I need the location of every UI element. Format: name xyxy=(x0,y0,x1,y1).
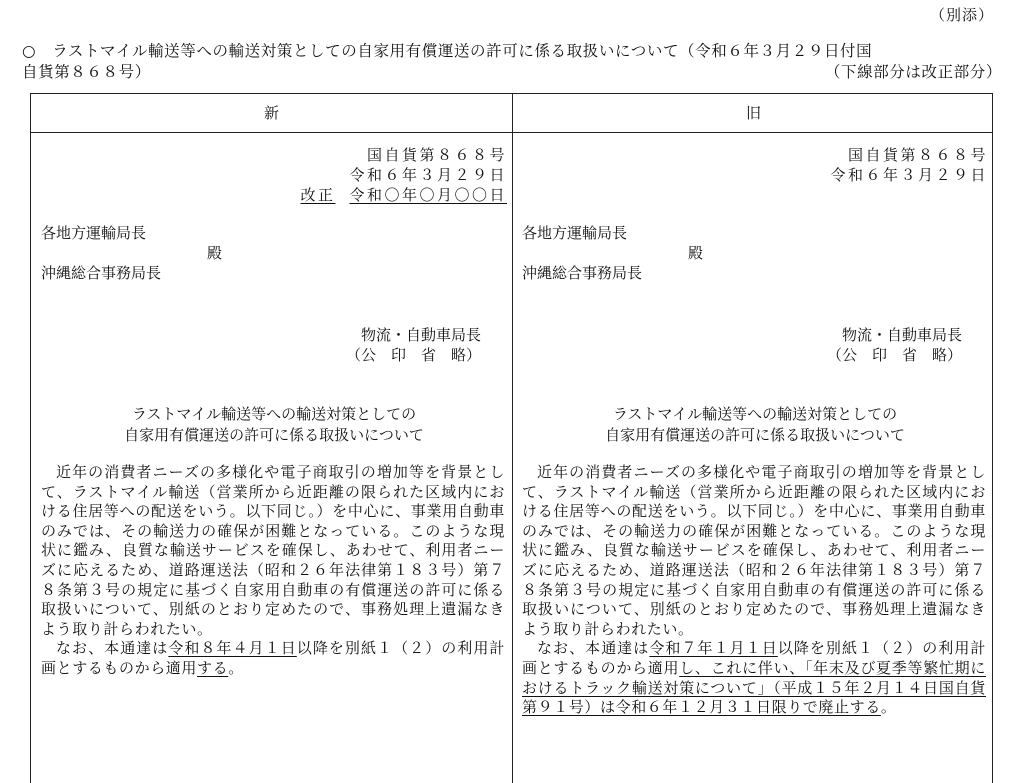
new-body-paragraph-2 xyxy=(41,639,505,678)
old-sender-title: 物流・自動車局長 xyxy=(841,326,962,344)
column-divider xyxy=(512,94,513,783)
new-subject-line2: 自家用有償運送の許可に係る取扱いについて xyxy=(124,426,424,444)
old-body-2-underline-date: 令和７年１月１日 xyxy=(649,639,778,658)
new-addressee-2: 沖縄総合事務局長 xyxy=(41,264,162,282)
old-body-paragraph-1: 近年の消費者ニーズの多様化や電子商取引の増加等を背景として、ラストマイル輸送（営業所から近距離の限られた区域内における住居等への配送をいう。以下同じ。）を中心に、事業用自動車のみでは、その輸送力の確保が困難となっている。このような現状に鑑み、良質な輸送サービスを確保し、あわせて、利用者ニーズに応えるため、道路運送法（昭和２６年法律第１８３号）第７８条第３号の規定に基づく自家用自動車の有償運送の許可に係る取扱いについて、別紙のとおり定めたので、事務処理上遺漏なきよう取り計らわれたい。 xyxy=(522,463,986,638)
comparison-table xyxy=(30,93,993,783)
new-addressee-1: 各地方運輸局長 xyxy=(41,224,147,242)
new-ref-number: 国自貨第８６８号 xyxy=(366,146,507,164)
old-body-paragraph-2 xyxy=(522,639,986,717)
new-ref-date: 令和６年３月２９日 xyxy=(349,166,507,184)
amend-date: 令和〇年〇月〇〇日 xyxy=(349,186,507,204)
old-body-2-underline-repeal: し、これに伴い、「年末及び夏季等繁忙期におけるトラック輸送対策について」（平成１５年２月１４日国自貨第９１号）は令和６年１２月３１日限りで廃止する xyxy=(522,658,986,717)
table-header-row xyxy=(31,94,992,133)
document-heading xyxy=(22,41,1002,83)
new-body-2-text-c: 。 xyxy=(228,658,244,677)
old-sender xyxy=(827,325,962,365)
old-body-2-text-a: なお、本通達は xyxy=(537,639,650,658)
heading-title-line2-text: 自貨第８６８号） xyxy=(22,63,151,81)
new-body-2-underline-date: 令和８年４月１日 xyxy=(168,639,297,658)
old-addressee-2: 沖縄総合事務局長 xyxy=(522,264,643,282)
new-body-2-text-b: 以降を別紙１（２）の利用計画とするものから適用 xyxy=(41,639,505,677)
old-ref-number: 国自貨第８６８号 xyxy=(847,146,988,164)
new-body-paragraph-1: 近年の消費者ニーズの多様化や電子商取引の増加等を背景として、ラストマイル輸送（営業所から近距離の限られた区域内における住居等への配送をいう。以下同じ。）を中心に、事業用自動車のみでは、その輸送力の確保が困難となっている。このような現状に鑑み、良質な輸送サービスを確保し、あわせて、利用者ニーズに応えるため、道路運送法（昭和２６年法律第１８３号）第７８条第３号の規定に基づく自家用自動車の有償運送の許可に係る取扱いについて、別紙のとおり定めたので、事務処理上遺漏なきよう取り計らわれたい。 xyxy=(41,463,505,638)
new-body xyxy=(41,463,505,679)
underline-note: （下線部分は改正部分） xyxy=(824,63,1002,81)
new-body-2-underline-suffix: する xyxy=(197,658,229,677)
new-addressee-dono: 殿 xyxy=(207,244,223,262)
new-seal-omitted: （公 印 省 略） xyxy=(345,346,481,364)
new-subject xyxy=(39,404,509,446)
old-body-2-text-c: 。 xyxy=(880,698,897,717)
old-subject-line1: ラストマイル輸送等への輸送対策としての xyxy=(612,405,898,423)
new-reference-block xyxy=(300,145,507,205)
header-new: 新 xyxy=(263,104,279,122)
old-ref-date: 令和６年３月２９日 xyxy=(830,166,988,184)
attachment-label: （別添） xyxy=(929,6,994,24)
new-sender-title: 物流・自動車局長 xyxy=(360,326,481,344)
old-subject-line2: 自家用有償運送の許可に係る取扱いについて xyxy=(605,426,905,444)
heading-title-line1: ○ ラストマイル輸送等への輸送対策としての自家用有償運送の許可に係る取扱いについて（令和６年３月２９日付国 xyxy=(22,42,873,60)
new-ref-amendment xyxy=(300,185,507,205)
heading-title-line2 xyxy=(22,62,1002,83)
old-body-2-text-b: 以降を別紙１（２）の利用計画とするものから適用 xyxy=(522,639,986,677)
new-subject-line1: ラストマイル輸送等への輸送対策としての xyxy=(131,405,417,423)
old-reference-block xyxy=(830,145,988,185)
old-addressee-1: 各地方運輸局長 xyxy=(522,224,628,242)
amend-label: 改正 xyxy=(300,186,336,204)
header-old: 旧 xyxy=(745,104,761,122)
new-body-2-text-a: なお、本通達は xyxy=(56,639,169,658)
old-addressee xyxy=(522,223,703,283)
new-sender xyxy=(346,325,481,365)
old-body xyxy=(522,463,986,718)
old-seal-omitted: （公 印 省 略） xyxy=(826,346,962,364)
old-subject xyxy=(520,404,990,446)
old-addressee-dono: 殿 xyxy=(688,244,704,262)
new-addressee xyxy=(41,223,222,283)
